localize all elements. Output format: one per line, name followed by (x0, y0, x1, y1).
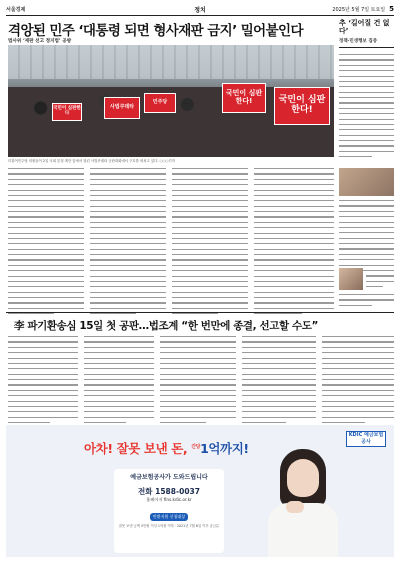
protest-sign: 사법쿠데타 (104, 97, 140, 119)
sidebar-body-text (339, 54, 394, 162)
lead-body-col-3 (172, 168, 248, 319)
sidebar-rule (339, 47, 394, 48)
photo-building (8, 45, 334, 79)
second-body-col-5 (322, 336, 394, 427)
ad-fine-print: 잘못 보낸 금액 5만원 이상 1억원 이하 · 2021년 7월 6일 이후 송금분 (118, 523, 220, 528)
ad-tag: 반환지원 신청대상 (150, 513, 188, 521)
columnist-photo (339, 268, 363, 290)
section-name: 정치 (194, 6, 206, 14)
sidebar-body-text (339, 200, 394, 275)
protest-sign: 국민이 심판한다 (52, 103, 82, 121)
masthead-rule (6, 15, 394, 16)
ad-info-box (114, 469, 224, 553)
second-headline: 李 파기환송심 15일 첫 공판…법조계 “한 번만에 종결, 선고할 수도” (14, 320, 318, 332)
lead-body-col-4 (254, 168, 334, 319)
ad-title-prefix: 아차! 잘못 보낸 돈, (84, 441, 192, 456)
advertisement (6, 425, 394, 557)
masthead (6, 4, 394, 14)
sidebar-story (339, 19, 394, 51)
second-body-col-2 (84, 336, 154, 427)
sidebar-title: 추 ‘길어질 건 없다’ (339, 19, 390, 36)
protest-sign: 민주당 (144, 93, 176, 113)
ad-title (84, 439, 249, 457)
sidebar-body-text (366, 270, 394, 292)
ad-title-tag: 간당 (191, 443, 201, 450)
ad-title-amount: 1억까지! (200, 441, 249, 456)
ad-phone: 전화 1588-0037 (138, 486, 200, 496)
sidebar-photo (339, 168, 394, 196)
lead-headline: 격앙된 민주 ‘대통령 되면 형사재판 금지’ 밀어붙인다 (8, 23, 303, 39)
page-number: 5 (389, 5, 394, 13)
lead-photo (8, 45, 334, 157)
second-body-col-1 (8, 336, 78, 427)
masthead-date: 2025년 5월 7일 토요일 (332, 6, 386, 13)
ad-site: 홈페이지 fins.kdic.or.kr (146, 496, 192, 502)
protest-sign: 국민이 심판한다! (274, 87, 330, 125)
second-body-col-4 (242, 336, 316, 427)
lead-subhead: 법사위 ‘재판 선고 정지법’ 공방 (8, 39, 72, 44)
protest-sign: 국민이 심판한다! (222, 83, 266, 113)
second-body-col-3 (160, 336, 236, 427)
lead-body-col-2 (90, 168, 166, 319)
photo-caption: 더불어민주당 의원들이 2일 국회 본청 계단 앞에서 열린 사법쿠데타 규탄대회에서 구호를 외치고 있다. ○○○기자 (8, 159, 175, 163)
ad-box-title: 예금보험공사가 도와드립니다 (130, 474, 208, 481)
sidebar-subtitle: 정책·민생행보 집중 (339, 38, 378, 44)
kdic-logo: KDIC 예금보험공사 (346, 431, 386, 447)
ad-model-photo (252, 443, 352, 557)
lead-body-col-1 (8, 168, 84, 319)
masthead-brand: 서울경제 (6, 6, 26, 13)
sidebar-body-text (339, 294, 394, 310)
story-separator (6, 312, 394, 313)
